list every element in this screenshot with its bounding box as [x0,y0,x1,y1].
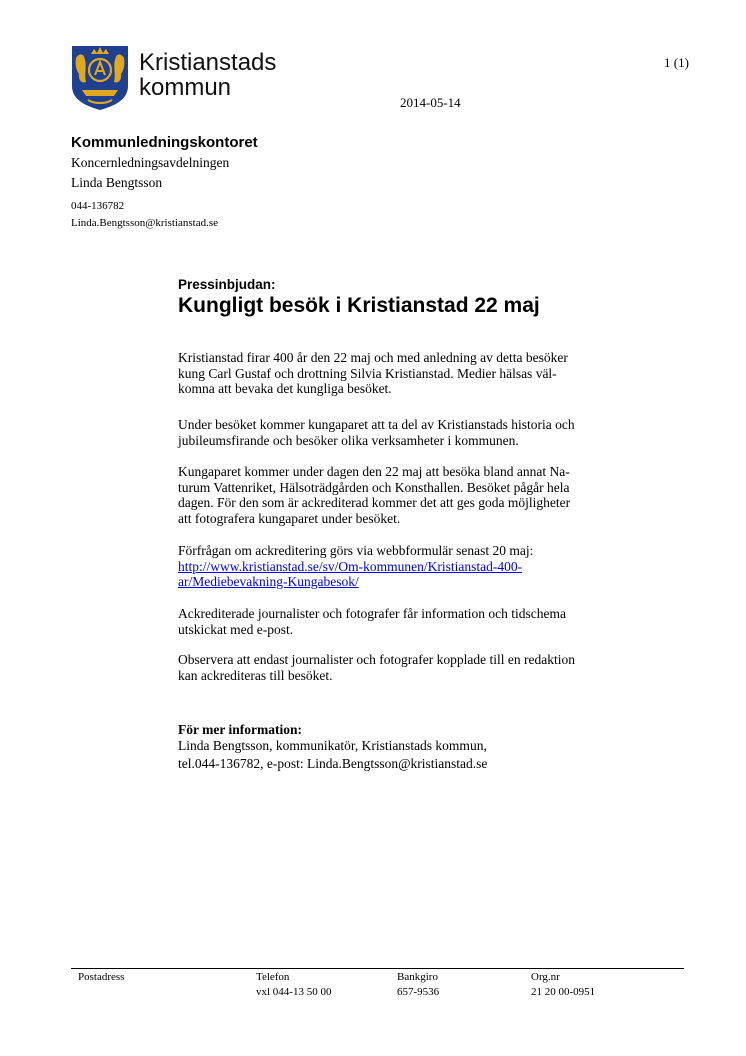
footer-orgnr-value: 21 20 00-0951 [531,986,596,998]
text-line: komna att bevaka det kungliga besöket. [178,381,392,396]
accreditation-link-line1[interactable]: http://www.kristianstad.se/sv/Om-kommunen/Kristianstad-400- [178,558,523,574]
text-line: Förfrågan om ackreditering görs via webbformulär senast 20 maj: [178,543,534,558]
more-info-line2: tel.044-136782, e-post: Linda.Bengtsson@kristianstad.se [178,756,488,771]
document-date: 2014-05-14 [400,95,461,110]
sender-email: Linda.Bengtsson@kristianstad.se [71,217,219,229]
paragraph-3 [178,464,648,526]
text-line: utskickat med e-post. [178,621,294,637]
accreditation-link[interactable] [178,559,648,590]
footer-phone-value: vxl 044-13 50 00 [256,986,332,998]
text-line: Ackrediterade journalister och fotografer får information och tidschema [178,606,566,621]
footer-bankgiro-label: Bankgiro [397,971,438,983]
sender-department: Kommunledningskontoret [71,134,258,151]
coat-of-arms-logo [70,44,130,112]
text-line: Observera att endast journalister och fotografer kopplade till en redaktion [178,652,575,667]
text-line: Kungaparet kommer under dagen den 22 maj att besöka bland annat Na- [178,464,570,479]
accreditation-link-line2[interactable]: ar/Mediebevakning-Kungabesok/ [178,574,359,589]
page-number: 1 (1) [664,55,689,70]
paragraph-5 [178,606,648,637]
more-info-line1: Linda Bengtsson, kommunikatör, Kristianstads kommun, [178,738,487,753]
logo-wordmark-line2: kommun [139,74,232,101]
text-line: Kristianstad firar 400 år den 22 maj och med anledning av detta besöker [178,350,568,365]
paragraph-2 [178,417,648,448]
page-title: Kungligt besök i Kristianstad 22 maj [178,294,540,317]
text-line: kan ackrediteras till besöket. [178,667,333,683]
footer-postal-label: Postadress [78,971,125,983]
sender-name: Linda Bengtsson [71,175,163,190]
footer-phone-label: Telefon [256,971,290,983]
text-line: dagen. För den som är ackrediterad kommer det att ges goda möjligheter [178,495,571,510]
footer-bankgiro-value: 657-9536 [397,986,440,998]
text-line: jubileumsfirande och besöker olika verksamheter i kommunen. [178,432,519,448]
paragraph-6 [178,652,648,683]
logo-wordmark-line1: Kristianstads [139,49,277,76]
sender-phone: 044-136782 [71,200,125,212]
footer-divider [71,968,684,969]
paragraph-1 [178,350,648,397]
press-invitation-label: Pressinbjudan: [178,277,276,292]
text-line: turum Vattenriket, Hälsoträdgården och Konsthallen. Besöket pågår hela [178,479,570,495]
text-line: Under besöket kommer kungaparet att ta del av Kristianstads historia och [178,417,575,432]
paragraph-4 [178,543,648,590]
sender-subdepartment: Koncernledningsavdelningen [71,155,230,170]
footer-orgnr-label: Org.nr [531,971,560,983]
text-line: kung Carl Gustaf och drottning Silvia Kristianstad. Medier hälsas väl- [178,365,557,381]
more-info-label: För mer information: [178,722,302,737]
text-line: att fotografera kungaparet under besöket. [178,510,401,526]
